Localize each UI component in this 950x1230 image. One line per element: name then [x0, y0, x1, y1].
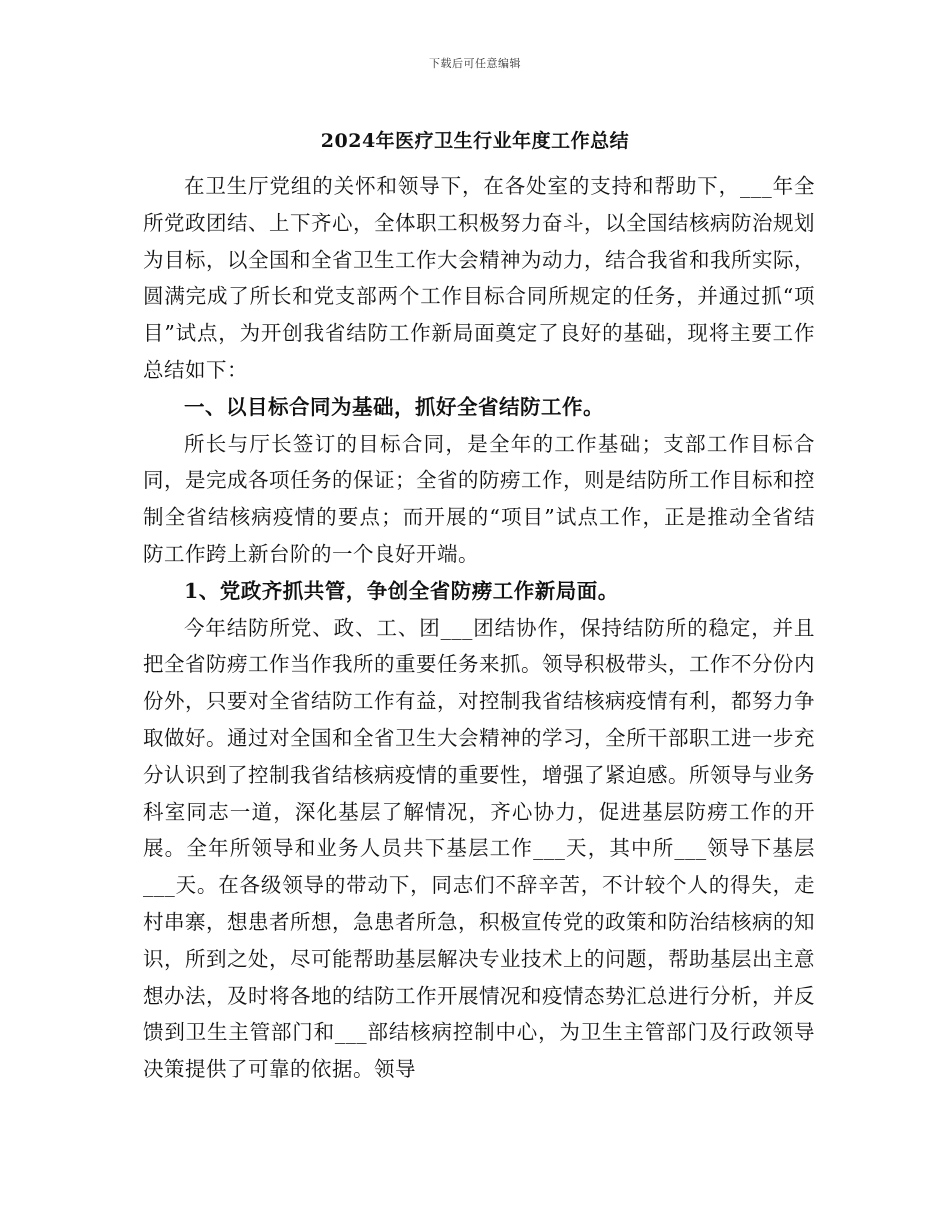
paragraph-intro: 在卫生厅党组的关怀和领导下，在各处室的支持和帮助下，___年全所党政团结、上下齐心，全体职工积极努力奋斗，以全国结核病防治规划为目标，以全国和全省卫生工作大会精神为动力，结合我省和我所实际，圆满完成了所长和党支部两个工作目标合同所规定的任务，并通过抓“项目”试点，为开创我省结防工作新局面奠定了良好的基础，现将主要工作总结如下：	[143, 174, 815, 382]
document-body	[143, 168, 815, 1088]
header-note: 下载后可任意编辑	[429, 57, 521, 70]
section-heading-1: 一、以目标合同为基础，抓好全省结防工作。	[184, 394, 604, 419]
subsection-heading-1: 1、党政齐抓共管，争创全省防痨工作新局面。	[184, 578, 619, 603]
paragraph-targets: 所长与厅长签订的目标合同，是全年的工作基础；支部工作目标合同，是完成各项任务的保证；全省的防痨工作，则是结防所工作目标和控制全省结核病疫情的要点；而开展的“项目”试点工作，正是推动全省结防工作跨上新台阶的一个良好开端。	[143, 431, 815, 566]
document-title: 2024年医疗卫生行业年度工作总结	[320, 130, 630, 152]
paragraph-party-work: 今年结防所党、政、工、团___团结协作，保持结防所的稳定，并且把全省防痨工作当作我所的重要任务来抓。领导积极带头，工作不分份内份外，只要对全省结防工作有益，对控制我省结核病疫情有利，都努力争取做好。通过对全国和全省卫生大会精神的学习，全所干部职工进一步充分认识到了控制我省结核病疫情的重要性，增强了紧迫感。所领导与业务科室同志一道，深化基层了解情况，齐心协力，促进基层防痨工作的开展。全年所领导和业务人员共下基层工作___天，其中所___领导下基层___天。在各级领导的带动下，同志们不辞辛苦，不计较个人的得失，走村串寨，想患者所想，急患者所急，积极宣传党的政策和防治结核病的知识，所到之处，尽可能帮助基层解决专业技术上的问题，帮助基层出主意想办法，及时将各地的结防工作开展情况和疫情态势汇总进行分析，并反馈到卫生主管部门和___部结核病控制中心，为卫生主管部门及行政领导决策提供了可靠的依据。领导	[143, 615, 815, 1082]
